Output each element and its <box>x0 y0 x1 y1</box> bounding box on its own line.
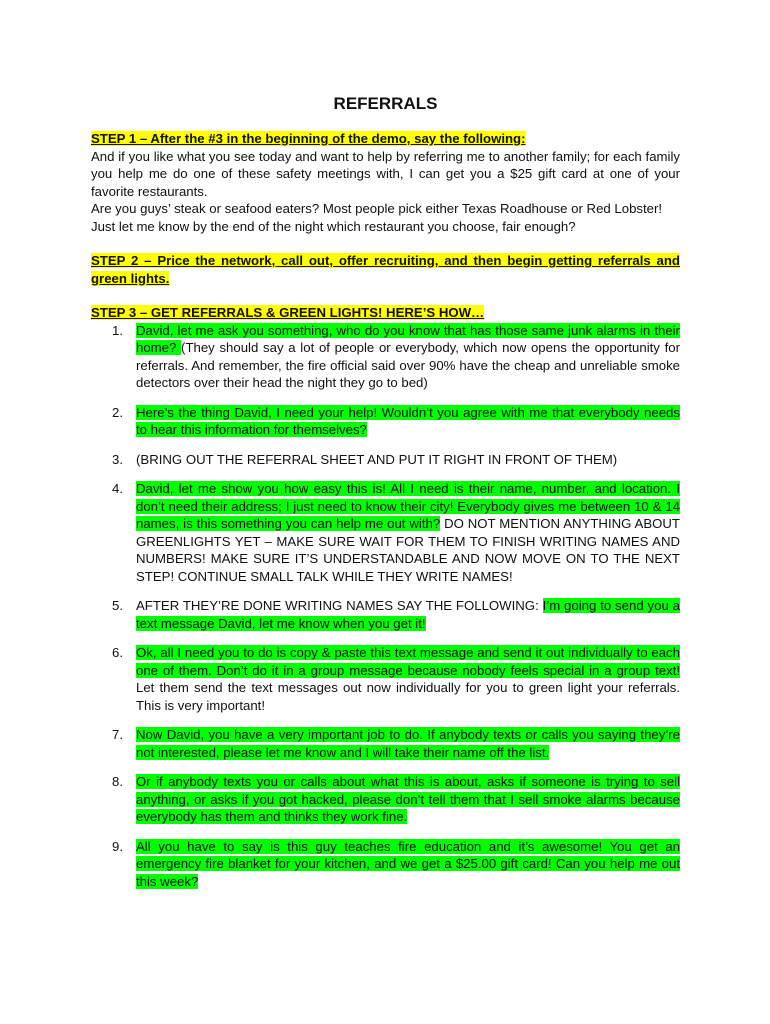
list-item-number: 9. <box>112 838 123 854</box>
spacer <box>91 235 680 252</box>
page-title: REFERRALS <box>333 94 438 113</box>
list-item-number: 3. <box>112 451 123 467</box>
step1-line-1: And if you like what you see today and want to help by referring me to another family; for each family you help me do one of these safety meetings with, I can get you a $25 gift card at one of your favorite restaurants. <box>91 148 680 199</box>
step3-heading <box>91 304 680 322</box>
step1-line-3: Just let me know by the end of the night which restaurant you choose, fair enough? <box>91 218 576 234</box>
step3-heading-text: STEP 3 – GET REFERRALS & GREEN LIGHTS! HERE’S HOW… <box>91 305 485 320</box>
list-item-number: 5. <box>112 598 123 613</box>
highlighted-script: Now David, you have a very important job to do. If anybody texts or calls you saying they’re not interested, please let me know and I will take their name off the list. <box>136 727 680 760</box>
list-item-number: 7. <box>112 727 123 742</box>
list-item-number: 1. <box>112 322 123 338</box>
step2-heading-text: STEP 2 – Price the network, call out, offer recruiting, and then begin getting referrals and green lights. <box>91 253 680 286</box>
list-item <box>91 404 680 439</box>
highlighted-script: Ok, all I need you to do is copy & paste this text message and send it out individually to each one of them. Don’t do it in a group message because nobody feels special in a group text! <box>136 645 680 678</box>
document-content <box>91 94 680 902</box>
list-item <box>91 773 680 826</box>
step1-heading <box>91 130 680 148</box>
instruction-text: (They should say a lot of people or everybody, which now opens the opportunity for referrals. And remember, the fire official said over 90% have the cheap and unreliable smoke detectors over their head the night they go to bed) <box>136 340 680 390</box>
list-item <box>91 480 680 585</box>
instruction-text: AFTER THEY’RE DONE WRITING NAMES SAY THE FOLLOWING: <box>136 598 543 613</box>
highlighted-script: David, let me ask you something, who do you know that has those same junk alarms in their home? <box>136 322 680 355</box>
list-item <box>91 726 680 761</box>
step3-list <box>91 322 680 891</box>
step2-heading <box>91 252 680 287</box>
highlighted-script: Here’s the thing David, I need your help! Wouldn’t you agree with me that everybody needs to hear this information for themselves? <box>136 404 680 437</box>
instruction-text: Let them send the text messages out now individually for you to green light your referrals. This is very important! <box>136 680 680 713</box>
highlighted-script: I’m going to send you a text message David, let me know when you get it! <box>136 598 680 631</box>
list-item-number: 4. <box>112 481 123 496</box>
step1-heading-text: STEP 1 – After the #3 in the beginning of the demo, say the following: <box>91 131 526 146</box>
step1-line-2: Are you guys’ steak or seafood eaters? Most people pick either Texas Roadhouse or Red Lobster! <box>91 201 663 216</box>
list-item <box>91 322 680 392</box>
list-item <box>91 451 680 469</box>
list-item <box>91 644 680 714</box>
spacer <box>91 287 680 304</box>
instruction-text: (BRING OUT THE REFERRAL SHEET AND PUT IT RIGHT IN FRONT OF THEM) <box>136 451 618 467</box>
list-item-number: 8. <box>112 774 123 789</box>
instruction-text: DO NOT MENTION ANYTHING ABOUT GREENLIGHTS YET – MAKE SURE WAIT FOR THEM TO FINISH WRITING NAMES AND NUMBERS! MAKE SURE IT’S UNDERSTANDABLE AND NOW MOVE ON TO THE NEXT STEP! CONTINUE SMALL TALK WHILE THEY WRITE NAMES! <box>136 516 680 584</box>
list-item-number: 2. <box>112 404 123 420</box>
highlighted-script: Or if anybody texts you or calls about what this is about, asks if someone is trying to sell anything, or asks if you got hacked, please don’t tell them that I sell smoke alarms because everybody has them and thinks they work fine. <box>136 774 680 824</box>
list-item <box>91 838 680 891</box>
list-item <box>91 597 680 632</box>
highlighted-script: David, let me show you how easy this is! All I need is their name, number, and location. I don’t need their address; I just need to know their city! Everybody gives me between 10 & 14 names, is this something you can help me out with? <box>136 481 680 531</box>
list-item-number: 6. <box>112 645 123 660</box>
highlighted-script: All you have to say is this guy teaches fire education and it’s awesome! You get an emergency fire blanket for your kitchen, and we get a $25.00 gift card! Can you help me out this week? <box>136 838 680 889</box>
